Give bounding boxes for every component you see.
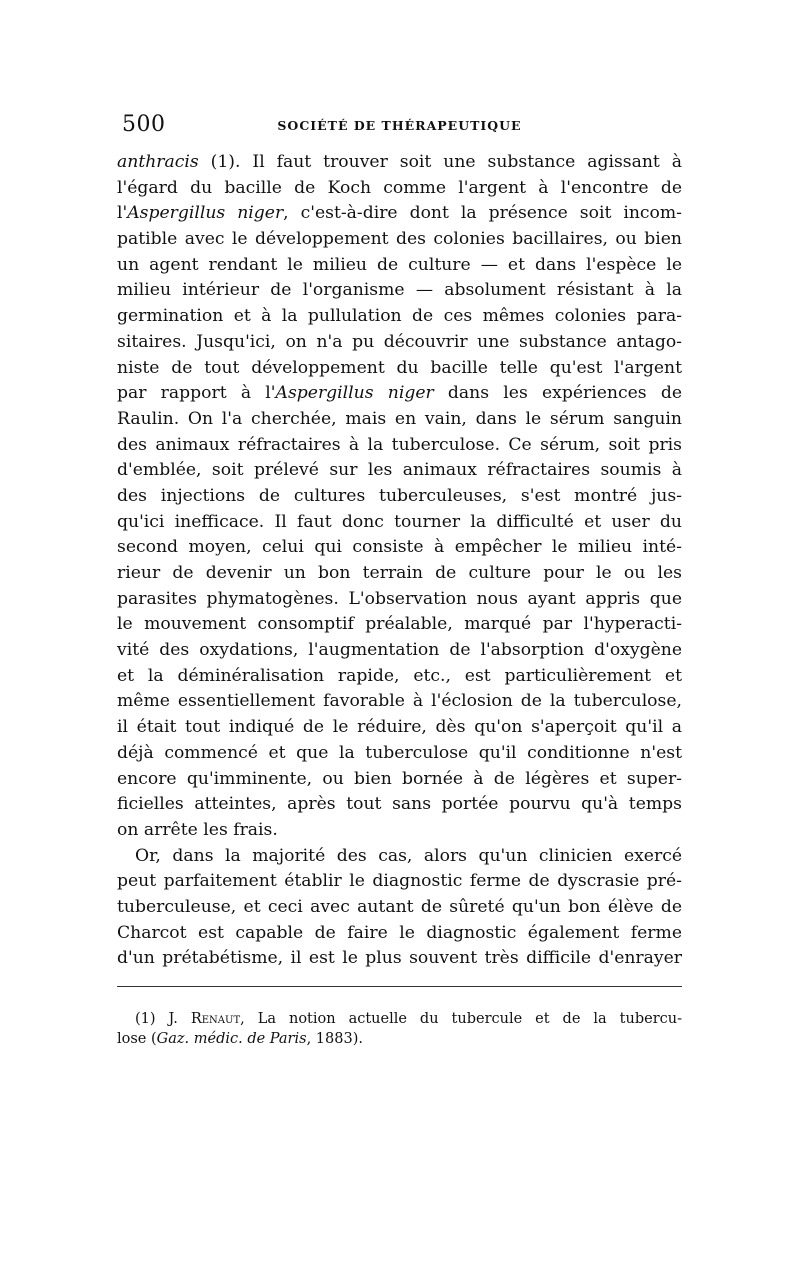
text-line: l'égard du bacille de Koch comme l'argent à l'encontre de <box>117 177 682 198</box>
text-line: même essentiellement favorable à l'éclosion de la tuberculose, <box>117 691 682 712</box>
footnote-line: lose (Gaz. médic. de Paris, 1883). <box>117 1031 363 1047</box>
text-line: Charcot est capable de faire le diagnostic également ferme <box>117 922 682 943</box>
text-line: déjà commencé et que la tuberculose qu'il conditionne n'est <box>117 742 682 763</box>
footnote-author: Renaut <box>190 1011 241 1027</box>
text-line: second moyen, celui qui consiste à empêcher le milieu inté- <box>117 537 682 558</box>
text-line: vité des oxydations, l'augmentation de l'absorption d'oxygène <box>117 640 682 661</box>
page <box>117 112 682 1049</box>
text-line: qu'ici inefficace. Il faut donc tourner la difficulté et user du <box>117 511 682 532</box>
text-line: tuberculeuse, et ceci avec autant de sûreté qu'un bon élève de <box>117 896 682 917</box>
text-line: parasites phymatogènes. L'observation nous ayant appris que <box>117 588 682 609</box>
italic-term: anthracis <box>117 152 199 172</box>
text-line: il était tout indiqué de le réduire, dès qu'on s'aperçoit qu'il a <box>117 717 682 738</box>
text-line: l'Aspergillus niger, c'est-à-dire dont la présence soit incom- <box>117 203 682 224</box>
text-line: niste de tout développement du bacille telle qu'est l'argent <box>117 357 682 378</box>
italic-term: Aspergillus niger <box>127 203 284 224</box>
footnote-line: (1) J. Renaut, La notion actuelle du tubercule et de la tubercu- <box>135 1011 683 1027</box>
text-line: des animaux réfractaires à la tuberculose. Ce sérum, soit pris <box>117 434 682 455</box>
footnote-divider <box>117 986 682 987</box>
body-text <box>117 150 682 972</box>
text-line: un agent rendant le milieu de culture — et dans l'espèce le <box>117 254 682 275</box>
text-line: ficielles atteintes, après tout sans portée pourvu qu'à temps <box>117 794 682 815</box>
page-number: 500 <box>122 112 166 137</box>
text-line: rieur de devenir un bon terrain de culture pour le ou les <box>117 563 682 583</box>
text-line: et la déminéralisation rapide, etc., est particulièrement et <box>117 665 682 686</box>
text-line: anthracis (1). Il faut trouver soit une substance agissant à <box>117 152 682 172</box>
text-line: milieu intérieur de l'organisme — absolument résistant à la <box>117 280 682 301</box>
text-line: Raulin. On l'a cherchée, mais en vain, dans le sérum sanguin <box>117 408 682 429</box>
text-line: encore qu'imminente, ou bien bornée à de légères et super- <box>117 768 682 789</box>
footnote-source: Gaz. médic. de Paris <box>156 1031 307 1047</box>
text-line: d'emblée, soit prélevé sur les animaux réfractaires soumis à <box>117 460 682 481</box>
text-line: d'un prétabétisme, il est le plus souvent très difficile d'enrayer <box>117 948 682 969</box>
text-line: peut parfaitement établir le diagnostic ferme de dyscrasie pré- <box>117 871 682 892</box>
text-line: patible avec le développement des colonies bacillaires, ou bien <box>117 229 682 250</box>
paragraph-start-line: Or, dans la majorité des cas, alors qu'un clinicien exercé <box>135 845 682 866</box>
text-line: sitaires. Jusqu'ici, on n'a pu découvrir une substance antago- <box>117 331 682 352</box>
running-head <box>117 112 682 142</box>
text-line: par rapport à l'Aspergillus niger dans les expériences de <box>117 383 682 404</box>
text-line: le mouvement consomptif préalable, marqué par l'hyperacti- <box>117 614 682 635</box>
italic-term: Aspergillus niger <box>275 383 434 404</box>
text-line: des injections de cultures tuberculeuses, s'est montré jus- <box>117 485 682 506</box>
footnote <box>117 1009 682 1049</box>
text-line: germination et à la pullulation de ces mêmes colonies para- <box>117 306 682 327</box>
paragraph-end-line: on arrête les frais. <box>117 819 278 840</box>
running-title: SOCIÉTÉ DE THÉRAPEUTIQUE <box>277 118 522 133</box>
